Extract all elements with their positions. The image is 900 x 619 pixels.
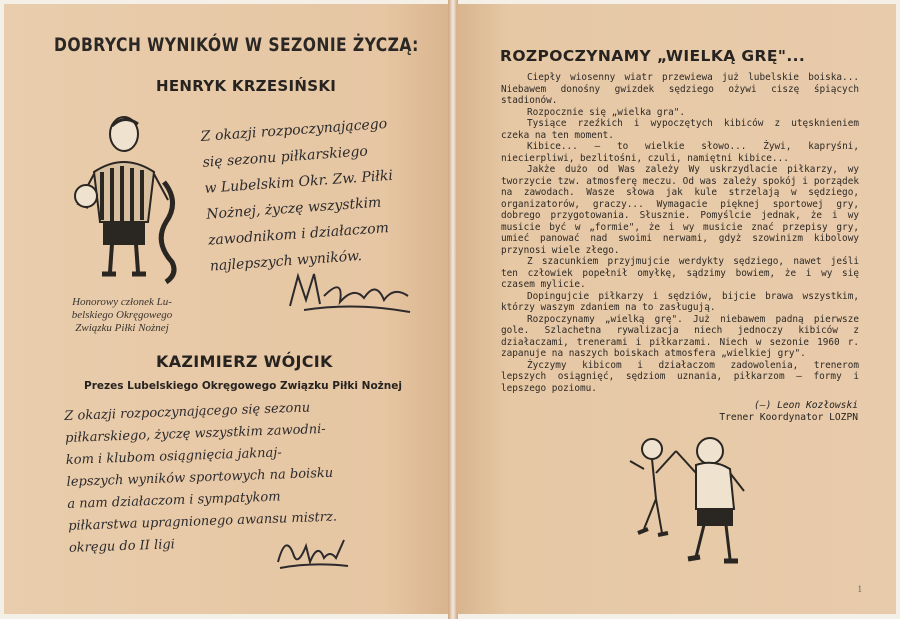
left-page xyxy=(4,4,450,614)
person2-title: Prezes Lubelskiego Okręgowego Związku Piłki Nożnej xyxy=(84,380,402,392)
person2-handwritten-message: Z okazji rozpoczynającego się sezonu piłkarskiego, życzę wszystkim zawodni- kom i klubom osiągnięcia jaknaj- lepszych wyników sportowych na boisku a nam działaczom i sympatykom piłkarstwa upragnionego awansu mistrz. okręgu do II ligi xyxy=(64,400,338,556)
signature-krzesinski-icon xyxy=(284,266,414,316)
article-body xyxy=(501,72,859,394)
article-paragraph: Rozpoczynamy „wielką grę". Już niebawem padną pierwsze gole. Szlachetna rywalizacja niech jednoczy kibiców z działaczami, trenerami i piłkarzami. Niech w sezonie 1960 r. zapanuje na naszych boiskach atmosfera „wielkiej gry". xyxy=(501,313,859,359)
right-page xyxy=(456,4,896,614)
page-number: 1 xyxy=(857,584,862,594)
article-paragraph: Rozpocznie się „wielka gra". xyxy=(527,106,686,118)
signature-wojcik-icon xyxy=(272,526,352,572)
person1-handwritten-message: Z okazji rozpoczynającego się sezonu piłkarskiego w Lubelskim Okr. Zw. Piłki Nożnej, życzę wszystkim zawodnikom i działaczom najlepszych wyników. xyxy=(200,115,394,275)
article-paragraph: Kibice... — to wielkie słowo... Żywi, kapryśni, niecierpliwi, bezlitośni, czuli, namiętni kibice... xyxy=(501,141,859,164)
greetings-heading: DOBRYCH WYNIKÓW W SEZONIE ŻYCZĄ: xyxy=(54,34,419,56)
article-signoff xyxy=(719,400,858,424)
article-paragraph: Ciepły wiosenny wiatr przewiewa już lubelskie boiska... Niebawem donośny gwizdek sędziego ożywi ciszę śpiących stadionów. xyxy=(501,72,859,106)
author-name: (—) Leon Kozłowski xyxy=(754,400,858,411)
article-paragraph: Z szacunkiem przyjmujcie werdykty sędziego, nawet jeśli ten człowiek popełnił omyłkę, sądzimy bowiem, że i wy się czasem mylicie. xyxy=(501,256,859,290)
person2-name: KAZIMIERZ WÓJCIK xyxy=(156,352,333,371)
article-paragraph: Jakże dużo od Was zależy Wy uskrzydlacie piłkarzy, wy tworzycie tzw. atmosferę meczu. Od was zależy spokój i porządek na zawodach. Wasze słowa jak kule strzelają w sędziego, organizatorów, graczy... Wymagacie pięknej sportowej gry, dobrego przygotowania. Słusznie. Pomyślcie jednak, że i wy musicie być w „formie", że i wy musicie znać przepisy gry, umieć panować nad swoimi nerwami, gdyż szowinizm kibolowy przynosi wiele złego. xyxy=(501,164,859,256)
person1-name: HENRYK KRZESIŃSKI xyxy=(156,77,337,95)
author-title: Trener Koordynator LOZPN xyxy=(719,412,858,423)
person1-caption: Honorowy członek Lu- belskiego Okręgowego Związku Piłki Nożnej xyxy=(71,296,173,334)
article-heading: ROZPOCZYNAMY „WIELKĄ GRĘ"... xyxy=(500,47,806,65)
footballer-caricature-icon xyxy=(68,112,180,288)
players-cartoon-icon xyxy=(626,429,756,569)
article-paragraph: Tysiące rzeźkich i wypoczętych kibiców z utęsknieniem czeka na ten moment. xyxy=(501,118,859,141)
article-paragraph: Życzymy kibicom i działaczom zadowolenia, trenerom lepszych osiągnięć, sędziom uznania, piłkarzom — formy i lepszego poziomu. xyxy=(501,359,859,394)
article-paragraph: Dopingujcie piłkarzy i sędziów, bijcie brawa wszystkim, którzy waszym zdaniem na to zasługują. xyxy=(501,290,859,313)
